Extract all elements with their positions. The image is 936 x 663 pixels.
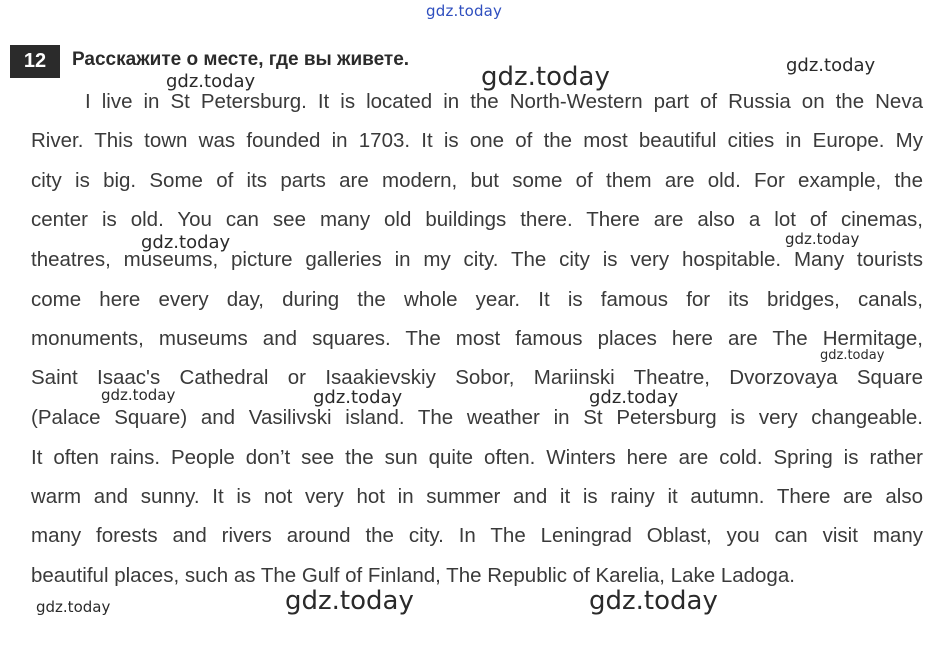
- text-line: monuments, museums and squares. The most famous places here are The Hermitage,: [31, 327, 923, 350]
- text-line: theatres, museums, picture galleries in my city. The city is very hospitable. Many tourists: [31, 248, 923, 271]
- watermark: gdz.today: [285, 586, 414, 616]
- text-line: (Palace Square) and Vasilivski island. The weather in St Petersburg is very changeable.: [31, 406, 923, 429]
- text-line: beautiful places, such as The Gulf of Finland, The Republic of Karelia, Lake Ladoga.: [31, 564, 795, 587]
- watermark: gdz.today: [589, 387, 679, 408]
- watermark: gdz.today: [589, 586, 718, 616]
- text-line: come here every day, during the whole year. It is famous for its bridges, canals,: [31, 288, 923, 311]
- text-line: It often rains. People don’t see the sun quite often. Winters here are cold. Spring is rather: [31, 446, 923, 469]
- watermark: gdz.today: [313, 387, 403, 408]
- text-line: city is big. Some of its parts are modern, but some of them are old. For example, the: [31, 169, 923, 192]
- watermark: gdz.today: [785, 230, 860, 248]
- text-line: River. This town was founded in 1703. It is one of the most beautiful cities in Europe. My: [31, 129, 923, 152]
- text-line: warm and sunny. It is not very hot in summer and it is rainy it autumn. There are also: [31, 485, 923, 508]
- text-line: center is old. You can see many old buildings there. There are also a lot of cinemas,: [31, 208, 923, 231]
- text-line: I live in St Petersburg. It is located in the North-Western part of Russia on the Neva: [85, 90, 923, 113]
- site-logo[interactable]: gdz.today: [426, 2, 503, 20]
- text-line: Saint Isaac's Cathedral or Isaakievskiy Sobor, Mariinski Theatre, Dvorzovaya Square: [31, 366, 923, 389]
- watermark: gdz.today: [36, 598, 111, 616]
- text-line: many forests and rivers around the city. In The Leningrad Oblast, you can visit many: [31, 524, 923, 547]
- watermark: gdz.today: [481, 62, 610, 92]
- watermark: gdz.today: [786, 55, 876, 76]
- watermark: gdz.today: [166, 71, 256, 92]
- watermark: gdz.today: [820, 348, 885, 363]
- watermark: gdz.today: [141, 232, 231, 253]
- task-title: Расскажите о месте, где вы живете.: [72, 49, 410, 70]
- task-number-badge: 12: [10, 45, 60, 78]
- watermark: gdz.today: [101, 386, 176, 404]
